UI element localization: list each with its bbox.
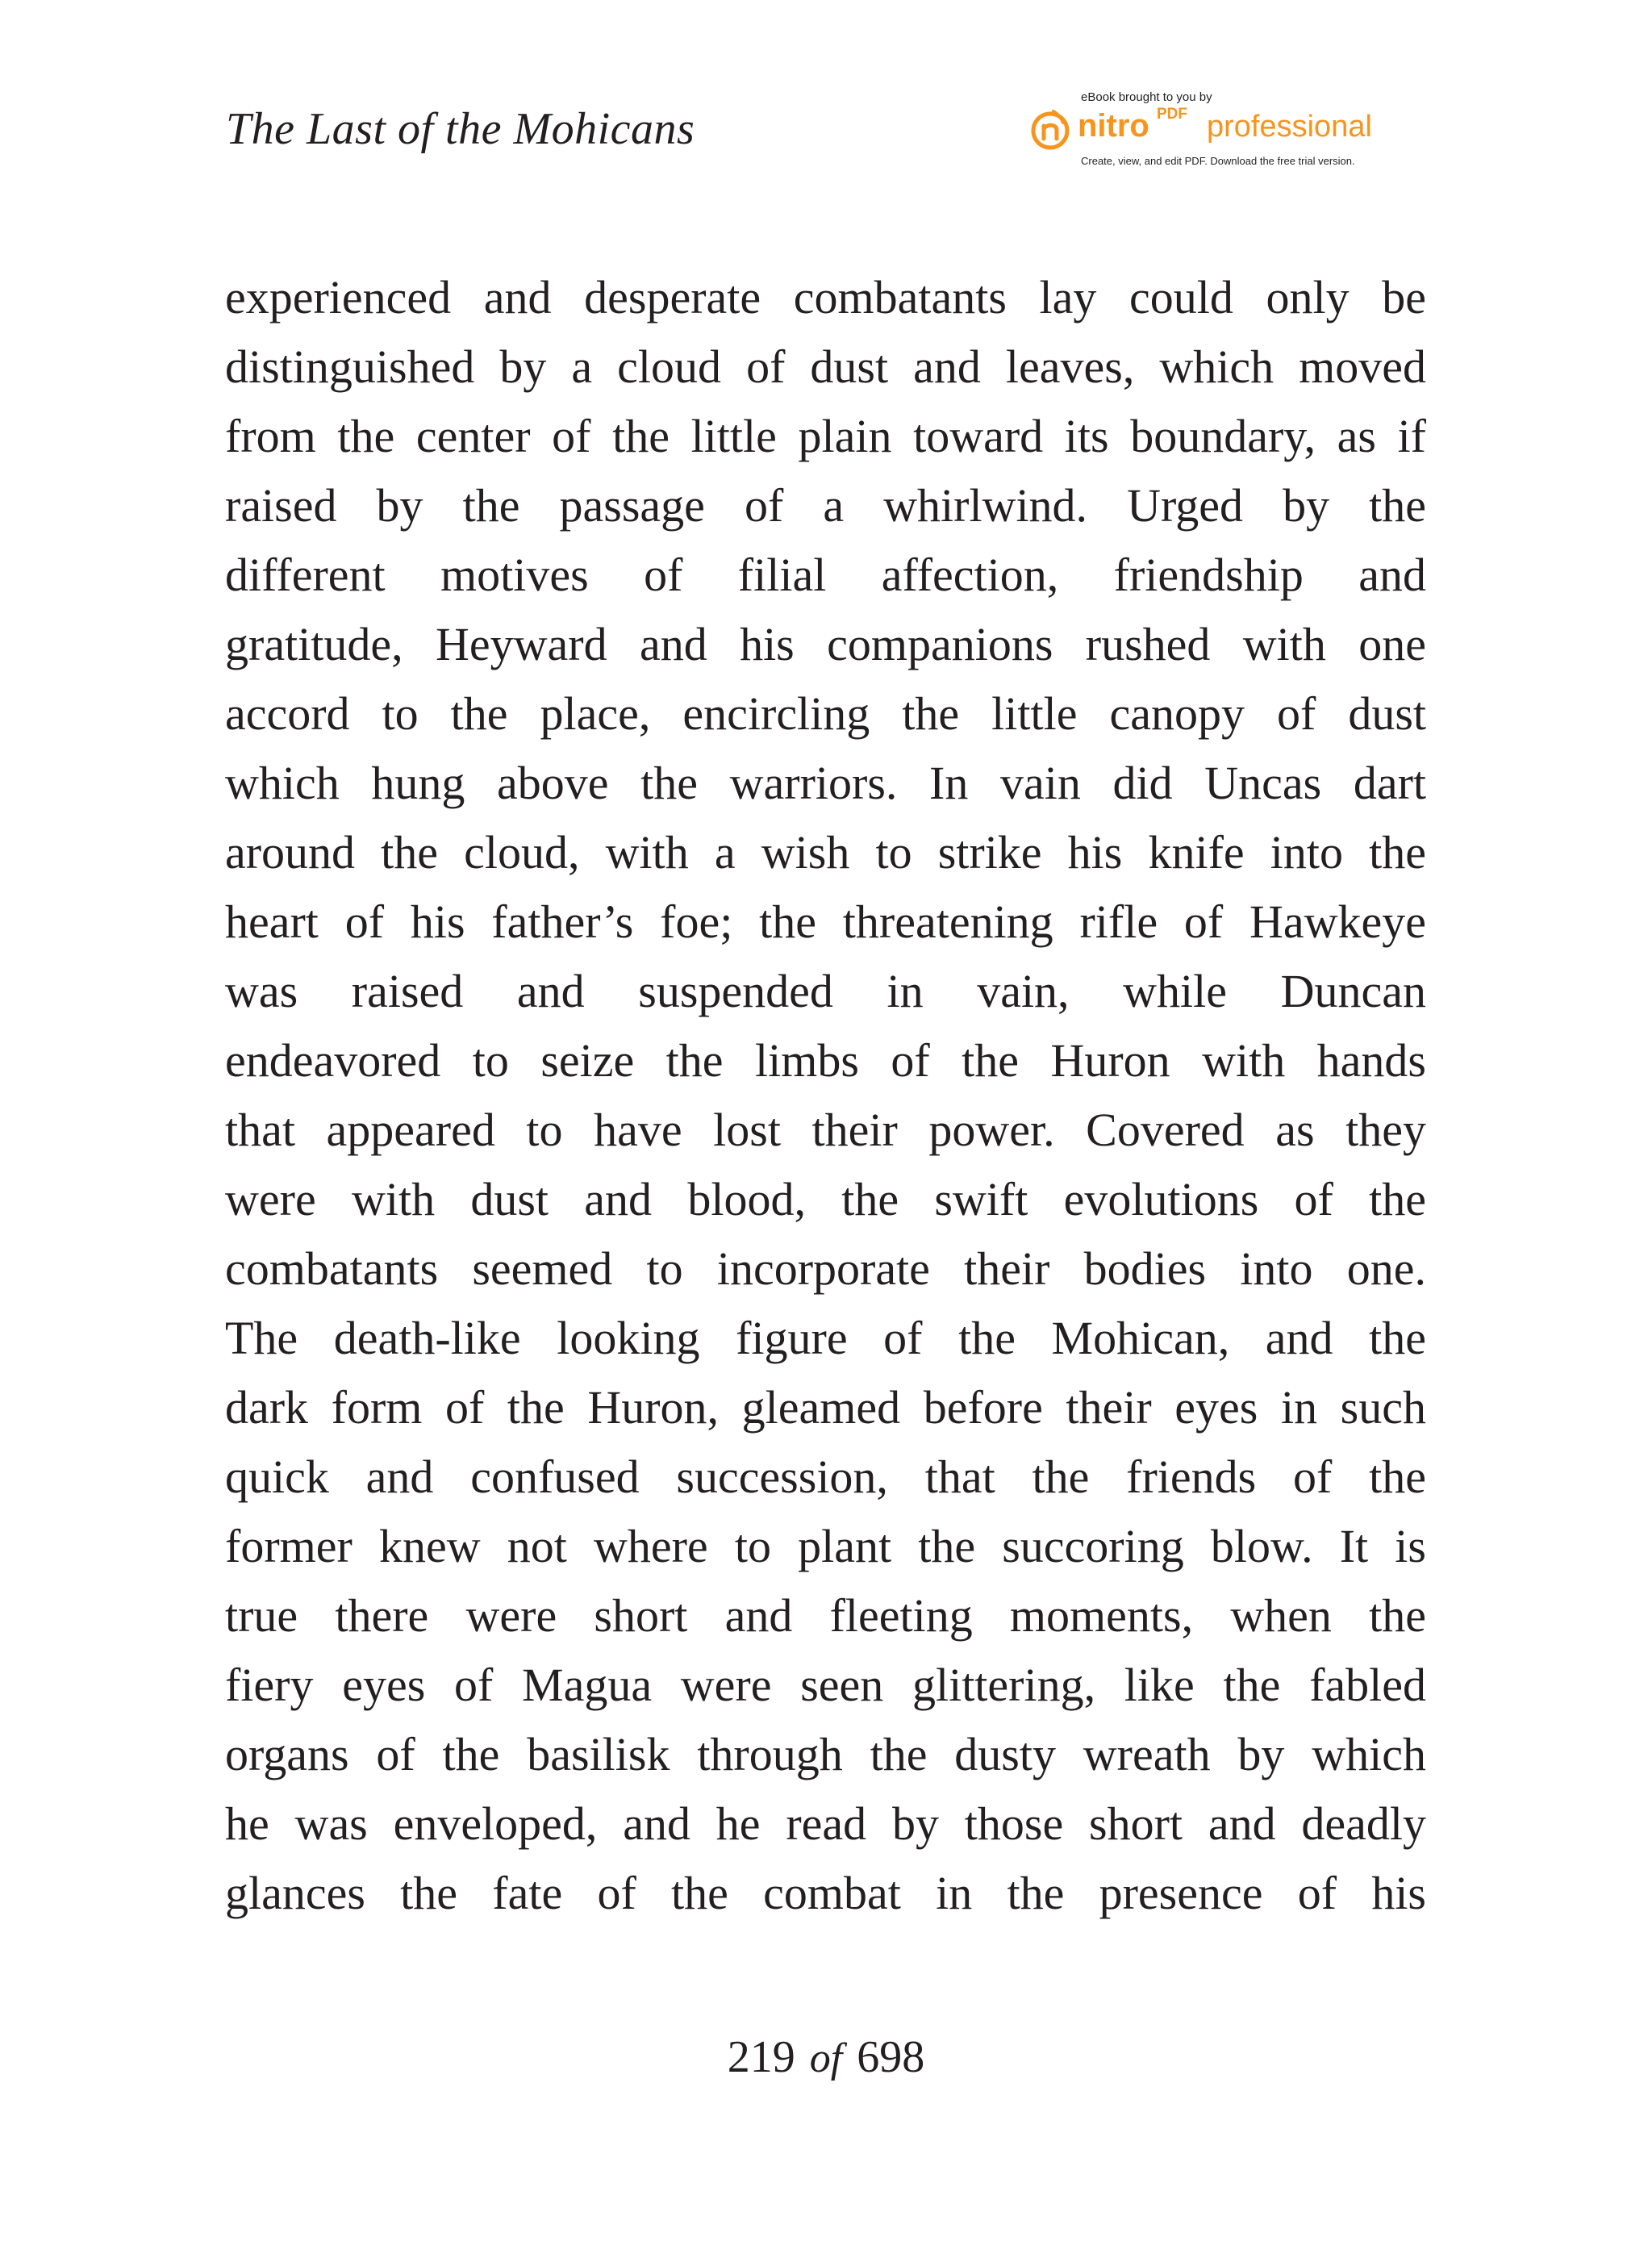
- text-line: around the cloud, with a wish to strike his knife into the: [225, 826, 1426, 879]
- text-line: quick and confused succession, that the friends of the: [225, 1450, 1426, 1503]
- banner-edition: professional: [1207, 110, 1372, 144]
- text-line: heart of his father’s foe; the threatening rifle of Hawkeye: [225, 895, 1426, 948]
- body-text: [225, 263, 1426, 1928]
- text-line: combatants seemed to incorporate their bodies into one.: [225, 1242, 1426, 1295]
- text-line: dark form of the Huron, gleamed before their eyes in such: [225, 1381, 1426, 1434]
- banner-superscript: PDF: [1157, 106, 1187, 123]
- text-line: was raised and suspended in vain, while Duncan: [225, 965, 1426, 1017]
- banner-tagline-bottom: Create, view, and edit PDF. Download the free trial version.: [1081, 155, 1355, 167]
- text-line: were with dust and blood, the swift evolutions of the: [225, 1173, 1426, 1225]
- text-line: that appeared to have lost their power. Covered as they: [225, 1104, 1426, 1156]
- text-line: gratitude, Heyward and his companions rushed with one: [225, 618, 1426, 670]
- current-page: 219: [727, 2032, 795, 2082]
- banner-brand: nitro: [1078, 108, 1149, 144]
- page-number: [0, 2031, 1652, 2083]
- text-line: true there were short and fleeting moments, when the: [225, 1589, 1426, 1642]
- text-line: experienced and desperate combatants lay could only be: [225, 271, 1426, 323]
- text-line: he was enveloped, and he read by those short and deadly: [225, 1797, 1426, 1850]
- text-line: fiery eyes of Magua were seen glittering, like the fabled: [225, 1659, 1426, 1711]
- text-line: organs of the basilisk through the dusty wreath by which: [225, 1728, 1426, 1780]
- text-line: which hung above the warriors. In vain did Uncas dart: [225, 757, 1426, 809]
- text-line: raised by the passage of a whirlwind. Urged by the: [225, 479, 1426, 532]
- text-line: distinguished by a cloud of dust and leaves, which moved: [225, 340, 1426, 393]
- nitro-logo-icon: [1029, 108, 1071, 150]
- text-line: from the center of the little plain toward its boundary, as if: [225, 410, 1426, 462]
- text-line: former knew not where to plant the succoring blow. It is: [225, 1520, 1426, 1572]
- nitro-pdf-banner[interactable]: [1029, 90, 1408, 171]
- page-of-word: of: [809, 2035, 843, 2081]
- text-line: glances the fate of the combat in the presence of his: [225, 1867, 1426, 1919]
- text-line: endeavored to seize the limbs of the Huron with hands: [225, 1034, 1426, 1087]
- total-pages: 698: [857, 2032, 925, 2082]
- running-title: The Last of the Mohicans: [226, 104, 695, 154]
- text-line: accord to the place, encircling the little canopy of dust: [225, 687, 1426, 740]
- text-line: The death-like looking figure of the Mohican, and the: [225, 1312, 1426, 1364]
- banner-tagline-top: eBook brought to you by: [1081, 90, 1212, 104]
- text-line: different motives of filial affection, friendship and: [225, 549, 1426, 601]
